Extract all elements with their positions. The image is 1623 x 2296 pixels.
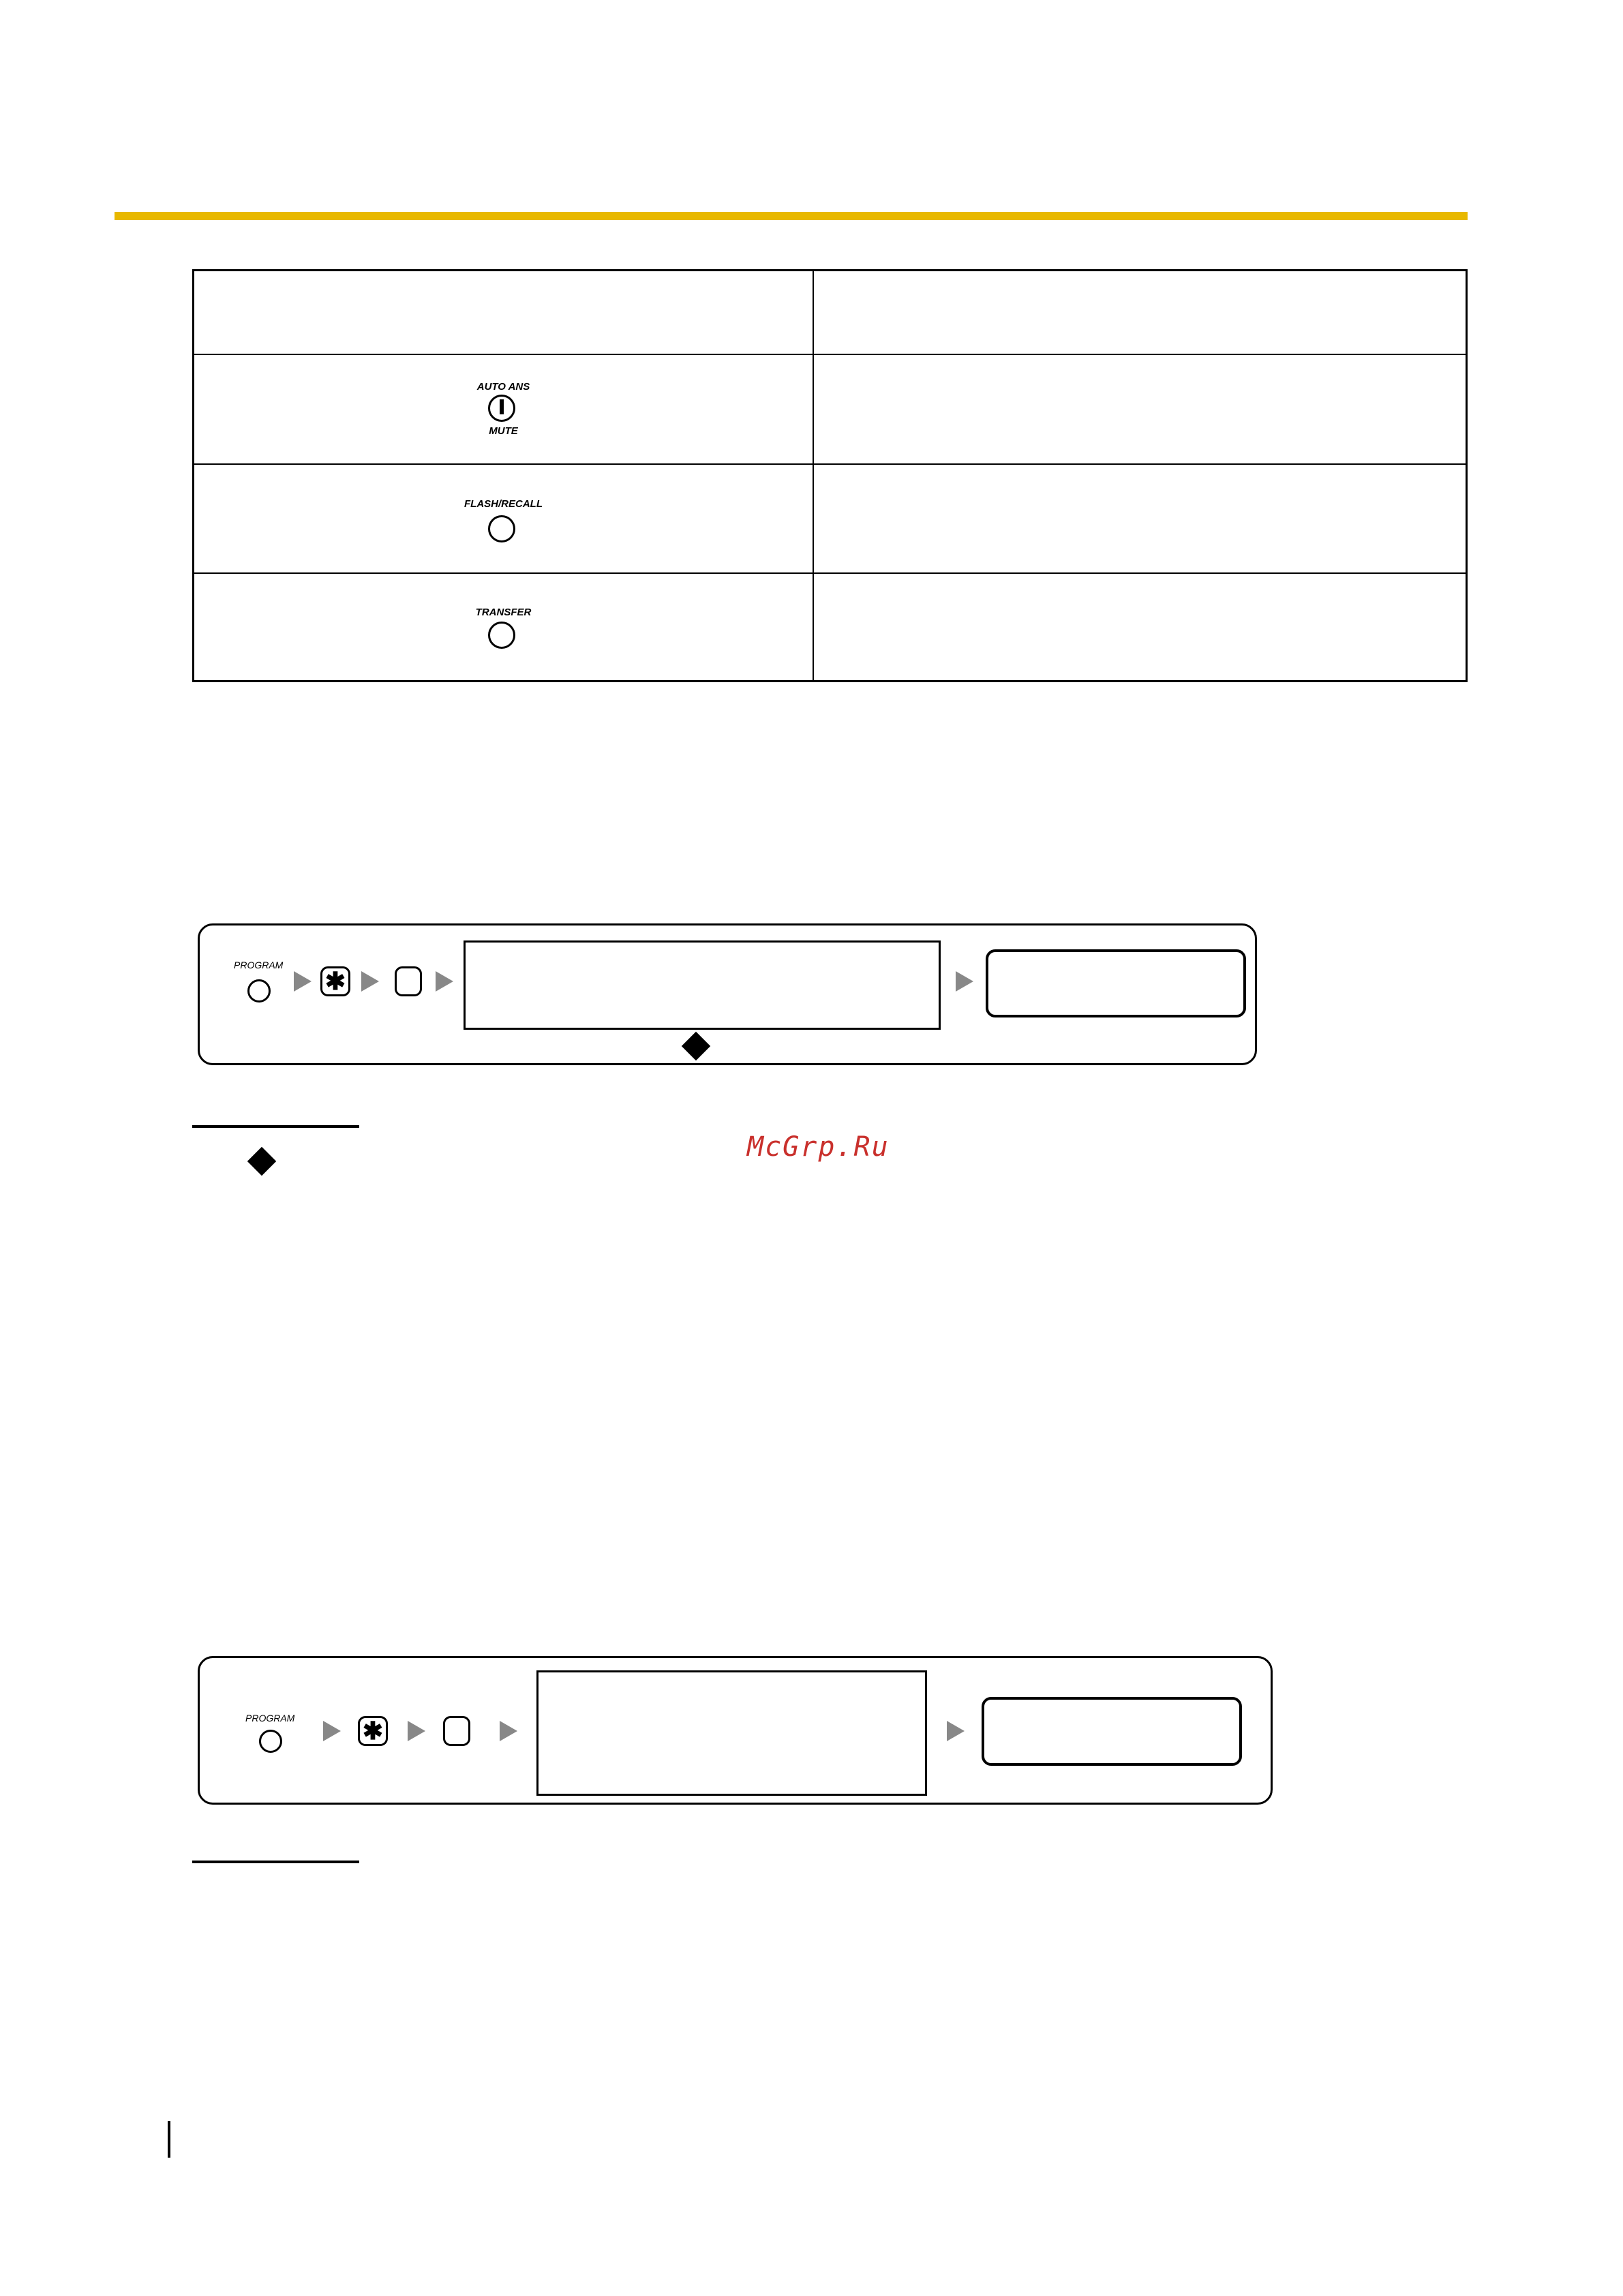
procedure-panel-2 <box>198 1656 1273 1805</box>
flash-recall-button-icon <box>488 515 515 542</box>
diamond-marker-icon <box>247 1147 276 1176</box>
transfer-button-icon <box>488 622 515 649</box>
star-key-icon: ✱ <box>358 1716 388 1746</box>
step-arrow-icon <box>323 1721 341 1741</box>
key-cell <box>194 574 813 680</box>
step-arrow-icon <box>361 971 379 992</box>
blank-key-icon <box>395 966 422 996</box>
program-label: PROGRAM <box>234 960 284 970</box>
entry-box <box>464 940 941 1030</box>
step-arrow-icon <box>436 971 453 992</box>
transfer-label: TRANSFER <box>475 607 532 618</box>
program-button-icon <box>247 979 271 1002</box>
table-row-flash-recall <box>194 465 1466 574</box>
step-arrow-icon <box>294 971 312 992</box>
diamond-marker-icon <box>682 1032 710 1060</box>
step-arrow-icon <box>956 971 973 992</box>
step-arrow-icon <box>408 1721 425 1741</box>
step-arrow-icon <box>947 1721 965 1741</box>
auto-ans-label: AUTO ANS <box>476 381 530 393</box>
blank-key-icon <box>443 1716 470 1746</box>
margin-change-bar <box>168 2121 170 2158</box>
mute-label: MUTE <box>489 425 518 437</box>
table-row-header <box>194 271 1466 355</box>
section-rule <box>192 1125 359 1128</box>
section-rule <box>192 1861 359 1863</box>
program-label: PROGRAM <box>245 1713 295 1724</box>
star-key-icon: ✱ <box>320 966 350 996</box>
key-cell <box>194 355 813 463</box>
program-button-icon <box>259 1730 282 1753</box>
power-bar-glyph <box>500 399 504 414</box>
key-table <box>192 269 1468 682</box>
procedure-panel-1 <box>198 923 1257 1065</box>
table-row-transfer <box>194 574 1466 680</box>
result-display-box <box>986 949 1246 1017</box>
step-arrow-icon <box>500 1721 517 1741</box>
flash-recall-label: FLASH/RECALL <box>464 498 543 510</box>
header-accent-rule <box>115 212 1468 220</box>
key-cell <box>194 465 813 572</box>
table-row-auto-ans <box>194 355 1466 465</box>
result-display-box <box>982 1697 1242 1766</box>
entry-box <box>536 1670 927 1796</box>
power-button-icon <box>488 395 515 422</box>
watermark: McGrp.Ru <box>747 1131 890 1163</box>
